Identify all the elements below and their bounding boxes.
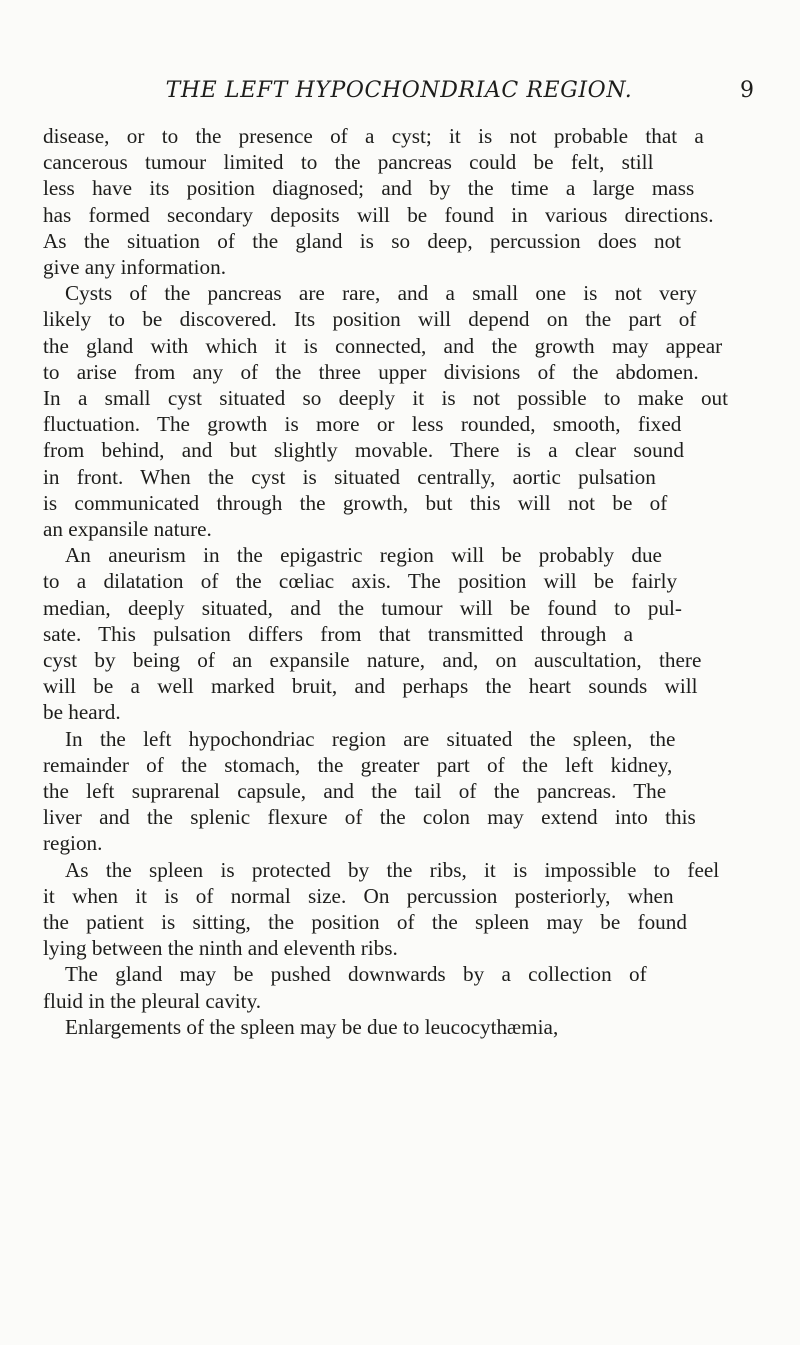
text-line: cancerous tumour limited to the pancreas could be felt, still (43, 150, 654, 175)
text-line: The gland may be pushed downwards by a collection of (65, 962, 647, 987)
text-line: fluid in the pleural cavity. (43, 988, 262, 1013)
text-line: be heard. (43, 700, 121, 725)
text-line: Enlargements of the spleen may be due to leucocythæmia, (65, 1014, 559, 1039)
text-line: cyst by being of an expansile nature, and, on auscultation, there (43, 648, 702, 672)
text-line: likely to be discovered. Its position will depend on the part of (43, 307, 697, 332)
text-line: the patient is sitting, the position of the spleen may be found (43, 910, 687, 934)
text-line: As the spleen is protected by the ribs, it is impossible to feel (65, 857, 720, 882)
text-line: sate. This pulsation differs from that transmitted through a (43, 621, 634, 646)
text-line: an expansile nature. (43, 517, 212, 541)
text-line: to arise from any of the three upper divisions of the abdomen. (43, 359, 699, 384)
text-line: As the situation of the gland is so deep, percussion does not (43, 228, 682, 253)
text-line: fluctuation. The growth is more or less rounded, smooth, fixed (43, 412, 682, 437)
text-line: from behind, and but slightly movable. There is a clear sound (43, 438, 684, 463)
text-line: median, deeply situated, and the tumour will be found to pul- (43, 595, 682, 620)
text-line: In the left hypochondriac region are situated the spleen, the (65, 726, 676, 751)
text-line: Cysts of the pancreas are rare, and a small one is not very (65, 281, 697, 306)
text-line: the left suprarenal capsule, and the tail of the pancreas. The (43, 779, 667, 803)
text-line: lying between the ninth and eleventh ribs. (43, 936, 398, 961)
text-line: is communicated through the growth, but this will not be of (43, 490, 668, 515)
text-line: An aneurism in the epigastric region will be probably due (65, 543, 662, 568)
text-line: disease, or to the presence of a cyst; it is not probable that a (43, 124, 704, 148)
text-line: remainder of the stomach, the greater part of the left kidney, (43, 752, 673, 777)
text-line: has formed secondary deposits will be found in various directions. (43, 202, 714, 227)
text-line: will be a well marked bruit, and perhaps the heart sounds will (43, 674, 698, 699)
text-line: it when it is of normal size. On percussion posteriorly, when (43, 883, 674, 908)
text-line: in front. When the cyst is situated centrally, aortic pulsation (43, 464, 656, 489)
text-line: region. (43, 831, 103, 856)
text-line: the gland with which it is connected, and the growth may appear (43, 333, 723, 358)
page-number: 9 (740, 78, 754, 103)
running-head: THE LEFT HYPOCHONDRIAC REGION. (165, 78, 633, 103)
text-line: liver and the splenic flexure of the colon may extend into this (43, 805, 696, 830)
text-line: less have its position diagnosed; and by the time a large mass (43, 176, 695, 201)
text-line: give any information. (43, 255, 226, 279)
text-line: In a small cyst situated so deeply it is not possible to make out (43, 386, 729, 410)
text-line: to a dilatation of the cœliac axis. The position will be fairly (43, 569, 678, 594)
